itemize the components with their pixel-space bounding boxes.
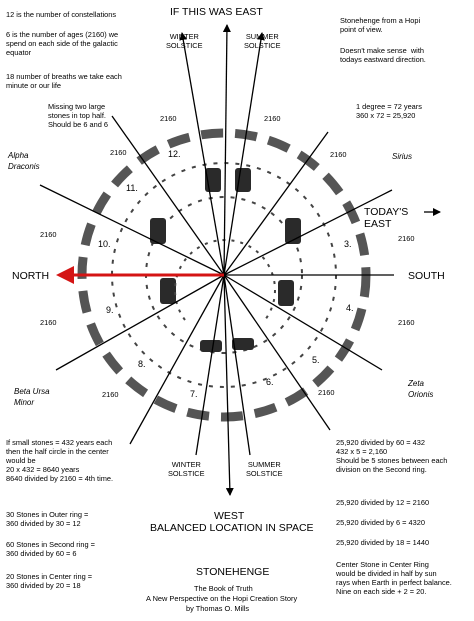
note-center-stone: Center Stone in Center Ring would be divided in half by sun rays when Earth in perfect balance. Nine on each side + 2 = 20. <box>336 560 452 596</box>
sector-number: 5. <box>312 355 320 365</box>
label-zeta-orionis: Zeta Orionis <box>408 379 434 399</box>
sector-number: 7. <box>190 389 198 399</box>
label-summer-solstice-top: SUMMER SOLSTICE <box>244 32 281 50</box>
sector-value: 2160 <box>330 150 347 159</box>
sector-value: 2160 <box>102 390 119 399</box>
note-small-stones: If small stones = 432 years each then the half circle in the center would be 20 x 432 = 8640 years 8640 divided by 2160 = 4th time. <box>6 438 114 483</box>
sector-value: 2160 <box>40 230 57 239</box>
sector-number: 3. <box>344 239 352 249</box>
sector-number: 12. <box>168 149 181 159</box>
label-balanced-location: BALANCED LOCATION IN SPACE <box>150 522 314 534</box>
label-south: SOUTH <box>408 270 445 282</box>
label-north: NORTH <box>12 270 50 282</box>
label-alpha-draconis: Alpha Draconis <box>8 151 40 171</box>
label-winter-solstice-bottom: WINTER SOLSTICE <box>168 460 205 478</box>
label-winter-solstice-top: WINTER SOLSTICE <box>166 32 203 50</box>
note-eastward: Doesn't make sense with todays eastward direction. <box>340 46 426 64</box>
note-constellations: 12 is the number of constellations <box>6 10 117 19</box>
sector-number: 8. <box>138 359 146 369</box>
label-west: WEST <box>214 510 245 522</box>
book-author: by Thomas O. Mills <box>186 604 250 613</box>
note-divided-18: 25,920 divided by 18 = 1440 <box>336 538 430 547</box>
label-beta-ursa-minor: Beta Ursa Minor <box>14 387 50 407</box>
book-subtitle: A New Perspective on the Hopi Creation Story <box>146 594 298 603</box>
sector-number: 9. <box>106 305 114 315</box>
sector-number: 10. <box>98 239 111 249</box>
note-second-ring: 60 Stones in Second ring = 360 divided by 60 = 6 <box>6 540 95 558</box>
sector-value: 2160 <box>40 318 57 327</box>
note-missing-stones: Missing two large stones in top half. Should be 6 and 6 <box>48 102 108 129</box>
sector-number: 4. <box>346 303 354 313</box>
note-outer-ring: 30 Stones in Outer ring = 360 divided by 30 = 12 <box>6 510 89 528</box>
note-ages: 6 is the number of ages (2160) we spend on each side of the galactic equator <box>6 30 119 57</box>
book-title: The Book of Truth <box>194 584 253 593</box>
note-center-ring: 20 Stones in Center ring = 360 divided by 20 = 18 <box>6 572 93 590</box>
sector-value: 2160 <box>160 114 177 123</box>
note-breaths: 18 number of breaths we take each minute or our life <box>6 72 122 90</box>
label-sirius: Sirius <box>392 152 413 161</box>
north-arrow-head <box>56 266 74 284</box>
label-stonehenge: STONEHENGE <box>196 566 270 578</box>
sector-value: 2160 <box>398 234 415 243</box>
sector-value: 2160 <box>318 388 335 397</box>
note-divided-6: 25,920 divided by 6 = 4320 <box>336 518 425 527</box>
note-divided-12: 25,920 divided by 12 = 2160 <box>336 498 430 507</box>
title-if-this-was-east: IF THIS WAS EAST <box>170 6 263 18</box>
division-lines <box>40 25 394 495</box>
sector-value: 2160 <box>110 148 127 157</box>
note-degree: 1 degree = 72 years 360 x 72 = 25,920 <box>356 102 422 120</box>
sector-value: 2160 <box>264 114 281 123</box>
label-summer-solstice-bottom: SUMMER SOLSTICE <box>246 460 283 478</box>
label-todays-east: TODAY'S EAST <box>364 206 409 230</box>
note-hopi: Stonehenge from a Hopi point of view. <box>340 16 421 34</box>
sector-value: 2160 <box>398 318 415 327</box>
sector-number: 6. <box>266 377 274 387</box>
sector-number: 11. <box>126 183 138 193</box>
note-divided-60: 25,920 divided by 60 = 432 432 x 5 = 2,160 Should be 5 stones between each division on the Second ring. <box>336 438 448 474</box>
